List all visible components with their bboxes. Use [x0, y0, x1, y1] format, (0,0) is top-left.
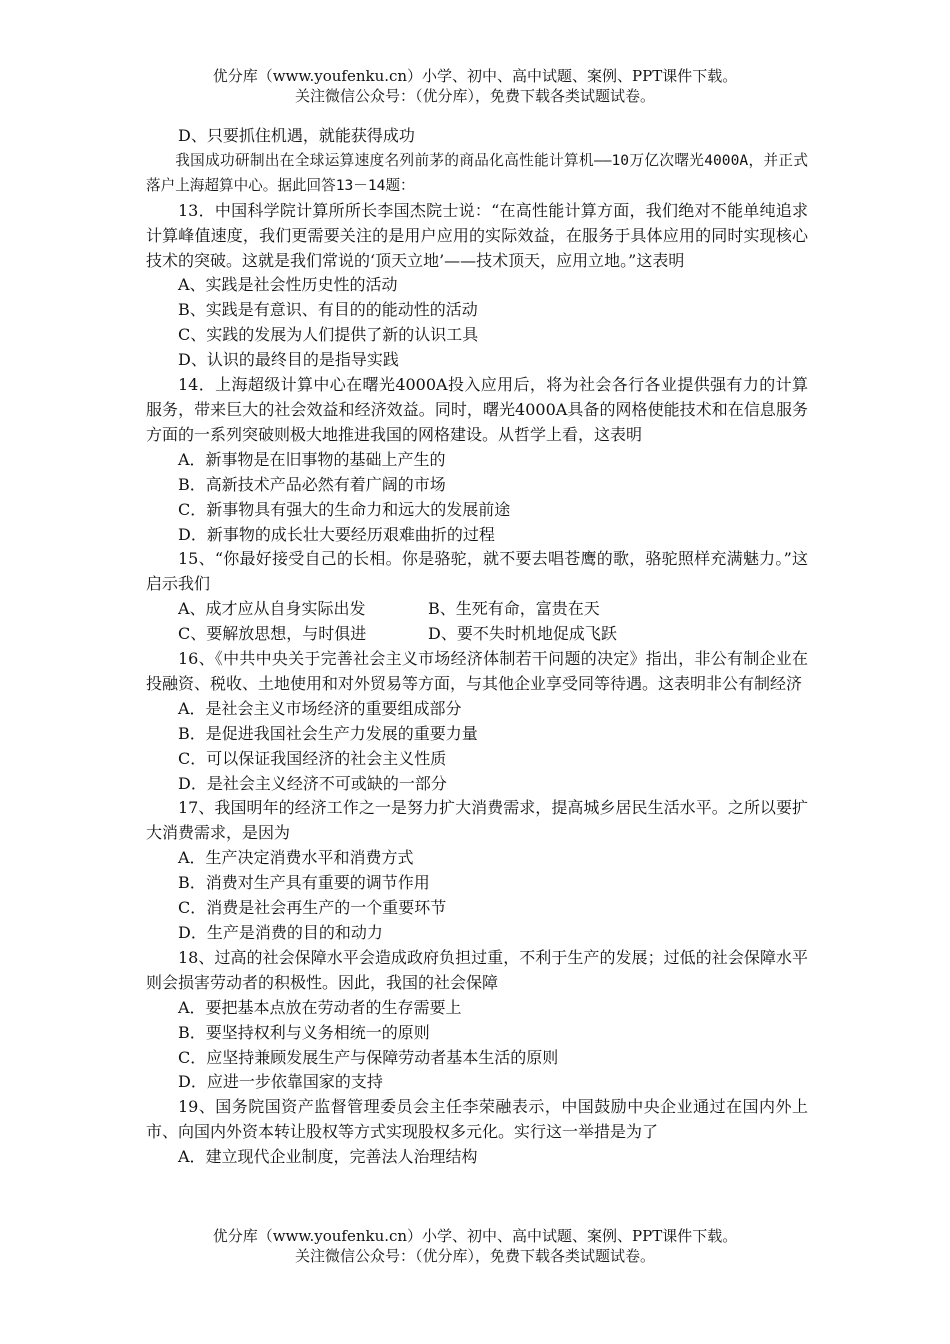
passage-intro: 我国成功研制出在全球运算速度名列前茅的商品化高性能计算机——10万亿次曙光4000A，并正式落户上海超算中心。据此回答13－14题： — [146, 151, 808, 194]
q15-options-row-2 — [146, 622, 808, 647]
q15-option-b: B、生死有命，富贵在天 — [428, 599, 600, 619]
q16-option-a: A．是社会主义市场经济的重要组成部分 — [178, 698, 462, 718]
q17-option-d: D．生产是消费的目的和动力 — [178, 923, 383, 942]
q18-option-b: B．要坚持权利与义务相统一的原则 — [178, 1022, 430, 1042]
question-13: 13．中国科学院计算所所长李国杰院士说：“在高性能计算方面，我们绝对不能单纯追求计算峰值速度，我们更需要关注的是用户应用的实际效益，在服务于具体应用的同时实现核心技术的突破。这就是我们常说的‘顶天立地’——技术顶天，应用立地。”这表明 — [146, 200, 808, 270]
q13-option-b: B、实践是有意识、有目的的能动性的活动 — [178, 300, 478, 320]
q18-option-c: C．应坚持兼顾发展生产与保障劳动者基本生活的原则 — [178, 1047, 559, 1067]
q15-option-d: D、要不失时机地促成飞跃 — [428, 624, 617, 644]
page-header — [0, 66, 950, 106]
page-footer — [0, 1226, 950, 1266]
document-body — [146, 124, 808, 1170]
q14-option-a: A．新事物是在旧事物的基础上产生的 — [178, 449, 446, 469]
q14-option-d: D．新事物的成长壮大要经历艰难曲折的过程 — [178, 524, 495, 544]
q15-options-row-1 — [146, 597, 808, 622]
question-15: 15、“你最好接受自己的长相。你是骆驼，就不要去唱苍鹰的歌，骆驼照样充满魅力。”这启示我们 — [146, 549, 808, 594]
question-14: 14．上海超级计算中心在曙光4000A投入应用后，将为社会各行各业提供强有力的计算服务，带来巨大的社会效益和经济效益。同时，曙光4000A具备的网格使能技术和在信息服务方面的一系列突破则极大地推进我国的网格建设。从哲学上看，这表明 — [146, 375, 808, 444]
option-line: D、只要抓住机遇，就能获得成功 — [178, 126, 415, 145]
q17-option-a: A．生产决定消费水平和消费方式 — [178, 848, 414, 868]
q15-option-c: C、要解放思想，与时俱进 — [178, 624, 367, 644]
footer-line-1: 优分库（www.youfenku.cn）小学、初中、高中试题、案例、PPT课件下载。 — [212, 1227, 738, 1245]
question-18: 18、过高的社会保障水平会造成政府负担过重，不利于生产的发展；过低的社会保障水平则会损害劳动者的积极性。因此，我国的社会保障 — [146, 947, 808, 992]
q13-option-d: D、认识的最终目的是指导实践 — [178, 350, 399, 370]
q17-option-c: C．消费是社会再生产的一个重要环节 — [178, 898, 447, 918]
question-16: 16、《中共中央关于完善社会主义市场经济体制若干问题的决定》指出，非公有制企业在投融资、税收、土地使用和对外贸易等方面，与其他企业享受同等待遇。这表明非公有制经济 — [146, 649, 808, 693]
q15-option-a: A、成才应从自身实际出发 — [178, 599, 366, 619]
footer-line-2: 关注微信公众号：（优分库），免费下载各类试题试卷。 — [294, 1247, 655, 1265]
q18-option-d: D．应进一步依靠国家的支持 — [178, 1072, 383, 1092]
header-line-2: 关注微信公众号：（优分库），免费下载各类试题试卷。 — [294, 87, 655, 105]
q16-option-c: C．可以保证我国经济的社会主义性质 — [178, 748, 447, 768]
question-19: 19、国务院国资产监督管理委员会主任李荣融表示，中国鼓励中央企业通过在国内外上市、向国内外资本转让股权等方式实现股权多元化。实行这一举措是为了 — [146, 1097, 808, 1142]
q14-option-c: C．新事物具有强大的生命力和远大的发展前途 — [178, 499, 511, 519]
q17-option-b: B．消费对生产具有重要的调节作用 — [178, 873, 430, 893]
question-17: 17、我国明年的经济工作之一是努力扩大消费需求，提高城乡居民生活水平。之所以要扩大消费需求，是因为 — [146, 798, 808, 843]
q19-option-a: A．建立现代企业制度，完善法人治理结构 — [178, 1147, 478, 1167]
q13-option-a: A、实践是社会性历史性的活动 — [178, 275, 398, 295]
q13-option-c: C、实践的发展为人们提供了新的认识工具 — [178, 325, 479, 345]
q18-option-a: A．要把基本点放在劳动者的生存需要上 — [178, 997, 462, 1017]
header-line-1: 优分库（www.youfenku.cn）小学、初中、高中试题、案例、PPT课件下载。 — [212, 67, 738, 85]
q14-option-b: B．高新技术产品必然有着广阔的市场 — [178, 474, 446, 494]
q16-option-d: D．是社会主义经济不可或缺的一部分 — [178, 773, 447, 793]
q16-option-b: B．是促进我国社会生产力发展的重要力量 — [178, 723, 478, 743]
